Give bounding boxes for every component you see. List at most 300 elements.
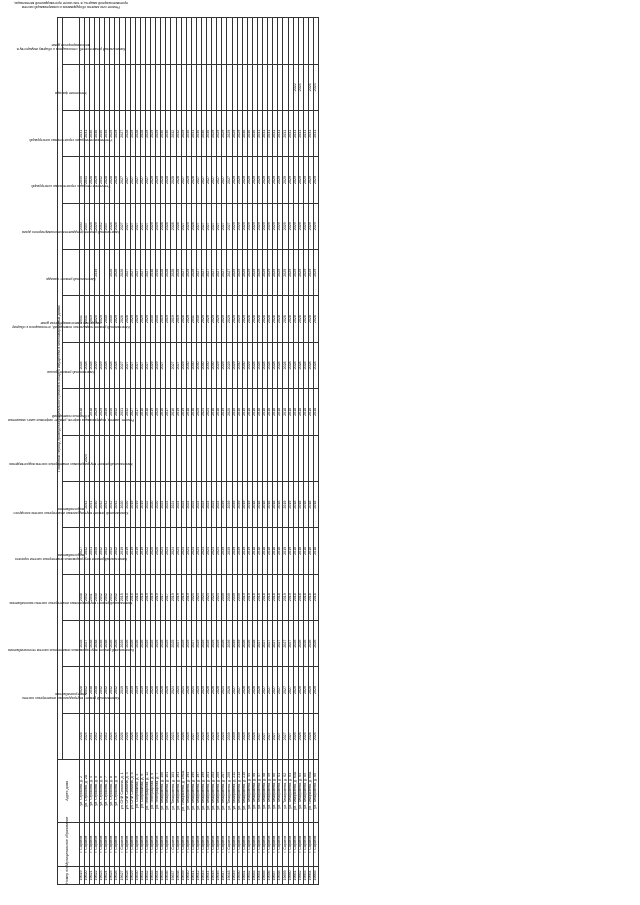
cell-municipality: г. Саратов	[252, 822, 257, 866]
cell-num: 19660	[288, 866, 293, 884]
cell-year: 2039	[232, 481, 237, 527]
cell-year: 2029	[252, 203, 257, 249]
cell-year: 2029	[186, 157, 191, 203]
cell-year: 2029	[186, 250, 191, 296]
cell-num: 19653	[252, 866, 257, 884]
cell-year: 2028	[79, 342, 84, 388]
cell-municipality: г. Саратов	[314, 822, 319, 866]
cell-year: 2029	[135, 296, 140, 342]
header-work-label: Капитальный ремонт внутридомовых инженерных систем газоснабжения	[9, 601, 133, 606]
cell-year: 2019	[247, 481, 252, 527]
cell-year: 2039	[232, 620, 237, 666]
cell-year: 2030	[105, 296, 110, 342]
cell-num: 19620	[84, 866, 89, 884]
cell-year: 2027	[212, 203, 217, 249]
cell-year: 2031	[288, 111, 293, 157]
cell-year: 2042	[95, 713, 100, 759]
cell-year: 2028	[125, 296, 130, 342]
cell-year: 2025	[201, 620, 206, 666]
cell-year: 2031	[268, 111, 273, 157]
cell-num: 19650	[237, 866, 242, 884]
cell-year: 2025	[212, 620, 217, 666]
cell-year: 2019	[156, 574, 161, 620]
cell-year: 2029	[314, 157, 319, 203]
cell-municipality: г. Саратов	[171, 822, 176, 866]
cell-year: 2040	[105, 389, 110, 435]
cell-year: 2020	[145, 667, 150, 713]
cell-num: 19632	[145, 866, 150, 884]
cell-year: 2024	[171, 481, 176, 527]
cell-year: 2029	[217, 342, 222, 388]
cell-year: 2018	[273, 574, 278, 620]
cell-year: 2019	[135, 528, 140, 574]
cell-address: ул. Тимирязева, д. 191А	[181, 760, 186, 822]
cell-year: 2018	[263, 389, 268, 435]
cell-address: ул. Тимирязева, д. 56	[252, 760, 257, 822]
cell-year: 2039	[237, 620, 242, 666]
cell-year: 2025	[196, 389, 201, 435]
cell-year: 2031	[258, 111, 263, 157]
cell-year: 2019	[247, 528, 252, 574]
cell-year: 2042	[110, 667, 115, 713]
cell-municipality: г. Саратов	[176, 822, 181, 866]
cell-year: 2027	[120, 342, 125, 388]
cell-year: 2024	[217, 574, 222, 620]
cell-year: 2020	[227, 389, 232, 435]
cell-municipality: г. Саратов	[120, 822, 125, 866]
cell-year: 2027	[263, 620, 268, 666]
cell-municipality: г. Саратов	[130, 822, 135, 866]
cell-year: 2027	[196, 157, 201, 203]
cell-year: 2024	[196, 528, 201, 574]
cell-year: 2024	[217, 481, 222, 527]
header-work-label: Капитальный ремонт подвальных помещений, относящихся к общему имуществу в многоквартирном доме	[12, 321, 130, 330]
cell-year: 2028	[171, 250, 176, 296]
cell-year: 2020	[156, 528, 161, 574]
cell-year: 2029	[298, 157, 303, 203]
cell-year: 2029	[232, 157, 237, 203]
cell-year: 2029	[314, 250, 319, 296]
cell-year: 2025	[171, 620, 176, 666]
cell-year: 2019	[130, 667, 135, 713]
cell-year: 2038	[105, 620, 110, 666]
cell-year: 2040	[156, 250, 161, 296]
cell-num: 19635	[161, 866, 166, 884]
cell-year: 2028	[161, 620, 166, 666]
cell-year: 2039	[227, 528, 232, 574]
cell-year: 2029	[222, 342, 227, 388]
cell-year: 2029	[95, 157, 100, 203]
cell-num: 19638	[176, 866, 181, 884]
cell-num: 19639	[181, 866, 186, 884]
cell-year: 2031	[303, 111, 308, 157]
cell-year: 2027	[145, 342, 150, 388]
cell-year: 2020	[125, 481, 130, 527]
cell-year: 2037	[84, 203, 89, 249]
cell-municipality: г. Саратов	[288, 822, 293, 866]
cell-year: 2029	[242, 157, 247, 203]
cell-year: 2029	[263, 203, 268, 249]
cell-address: ул. Строкова, д. 8	[110, 760, 115, 822]
work-header-row	[63, 18, 80, 885]
cell-year: 2026	[166, 667, 171, 713]
cell-year: 2028	[191, 250, 196, 296]
cell-year: 2029	[308, 203, 313, 249]
cell-address: ул. Тимирязева, д. 205	[217, 760, 222, 822]
cell-year: 2037	[105, 203, 110, 249]
cell-year: 2026	[247, 620, 252, 666]
cell-year: 2041	[89, 528, 94, 574]
cell-year: 2027	[207, 250, 212, 296]
cell-year: 2026	[115, 620, 120, 666]
cell-year: 2029	[242, 203, 247, 249]
cell-municipality: г. Саратов	[273, 822, 278, 866]
cell-year: 2018	[298, 481, 303, 527]
cell-num: 19636	[166, 866, 171, 884]
cell-year: 2027	[191, 620, 196, 666]
cell-address: ул. СНИ Силкина, д. 5	[130, 760, 135, 822]
cell-year: 2031	[79, 296, 84, 342]
cell-year: 2026	[293, 713, 298, 759]
cell-address: ул. Скорняжная, д. 6	[140, 760, 145, 822]
header-work-label: Капитальный ремонт фасада	[46, 276, 96, 281]
cell-year: 2029	[258, 157, 263, 203]
cell-num: 19647	[222, 866, 227, 884]
header-work-label: Капитальный ремонт внутридомовых инженерных систем водоотведения	[9, 462, 133, 467]
cell-year: 2026	[298, 667, 303, 713]
cell-year: 2026	[252, 667, 257, 713]
rotated-sheet	[7, 0, 617, 885]
cell-year: 2029	[268, 203, 273, 249]
cell-num: 19641	[191, 866, 196, 884]
cell-year: 2027	[191, 713, 196, 759]
cell-year: 2028	[79, 713, 84, 759]
cell-num: 19651	[242, 866, 247, 884]
cell-year: 2040	[110, 389, 115, 435]
cell-municipality: г. Саратов	[151, 822, 156, 866]
cell-year: 2039	[222, 481, 227, 527]
cell-year: 2019	[222, 389, 227, 435]
cell-address: ул. Тимирязева, д. 66	[314, 760, 319, 822]
cell-year: 2039	[227, 574, 232, 620]
cell-year: 2026	[308, 620, 313, 666]
cell-year: 2026	[308, 64, 313, 110]
cell-num: 19657	[273, 866, 278, 884]
cell-address: ул. Телеграфная, д. 12	[145, 760, 150, 822]
cell-year: 2029	[227, 342, 232, 388]
cell-year: 2015	[120, 574, 125, 620]
cell-year: 2029	[156, 203, 161, 249]
cell-year: 2027	[258, 620, 263, 666]
cell-year: 2018	[283, 389, 288, 435]
cell-address: ул. Скорняжная, д. 4	[135, 760, 140, 822]
cell-year: 2031	[79, 111, 84, 157]
cell-year: 2025	[201, 713, 206, 759]
cell-year: 2028	[125, 111, 130, 157]
cell-year: 2018	[252, 481, 257, 527]
cell-address: ул. Телеграфная, д. 5	[151, 760, 156, 822]
cell-year: 2027	[125, 203, 130, 249]
cell-municipality: г. Саратов	[181, 822, 186, 866]
cell-num: 19663	[303, 866, 308, 884]
cell-year: 2027	[273, 713, 278, 759]
cell-year: 2040	[79, 157, 84, 203]
cell-year: 2018	[314, 528, 319, 574]
cell-year: 2042	[84, 528, 89, 574]
cell-year: 2026	[314, 713, 319, 759]
cell-year: 2024	[222, 667, 227, 713]
cell-year: 2019	[283, 528, 288, 574]
cell-year: 2019	[186, 574, 191, 620]
cell-year: 2018	[135, 574, 140, 620]
cell-municipality: г. Саратов	[84, 822, 89, 866]
cell-year: 2024	[196, 574, 201, 620]
cell-year: 2038	[100, 620, 105, 666]
cell-year: 2027	[227, 157, 232, 203]
cell-year: 2029	[273, 203, 278, 249]
cell-year: 2029	[151, 203, 156, 249]
cell-year: 2024	[181, 481, 186, 527]
cell-year: 2029	[247, 157, 252, 203]
cell-year: 2038	[89, 620, 94, 666]
cell-year: 2027	[207, 203, 212, 249]
cell-address: ул. Тимирязева, д. 65	[303, 760, 308, 822]
cell-year: 2024	[166, 481, 171, 527]
cell-year: 2030	[100, 111, 105, 157]
cell-num: 19644	[207, 866, 212, 884]
cell-year: 2028	[278, 342, 283, 388]
cell-year: 2028	[110, 342, 115, 388]
cell-year: 2029	[278, 203, 283, 249]
cell-year: 2029	[115, 296, 120, 342]
cell-year: 2029	[145, 296, 150, 342]
cell-address: ул. Тимирязева, д. 58	[263, 760, 268, 822]
cell-year: 2039	[237, 481, 242, 527]
cell-year: 2019	[181, 389, 186, 435]
cell-year: 2018	[308, 389, 313, 435]
cell-year: 2027	[176, 620, 181, 666]
cell-year: 2029	[263, 157, 268, 203]
cell-municipality: г. Саратов	[115, 822, 120, 866]
cell-year: 2030	[186, 111, 191, 157]
cell-year: 2026	[207, 667, 212, 713]
cell-year: 2029	[151, 342, 156, 388]
cell-year: 2019	[130, 481, 135, 527]
cell-year: 2018	[258, 574, 263, 620]
cell-year: 2026	[314, 620, 319, 666]
cell-year: 2029	[115, 111, 120, 157]
cell-address: ул. СНИ Силкина, д. 3	[125, 760, 130, 822]
cell-year: 2031	[278, 111, 283, 157]
cell-year: 2042	[115, 667, 120, 713]
cell-year: 2025	[156, 620, 161, 666]
cell-address: ул. СНИ Силкина, д. 1	[120, 760, 125, 822]
cell-year: 2016	[237, 389, 242, 435]
cell-year: 2018	[191, 389, 196, 435]
cell-year: 2031	[120, 389, 125, 435]
cell-year: 2029	[100, 389, 105, 435]
cell-year: 2030	[95, 111, 100, 157]
cell-year: 2029	[247, 342, 252, 388]
cell-year: 2029	[303, 250, 308, 296]
cell-year: 2025	[207, 713, 212, 759]
cell-year: 2026	[115, 250, 120, 296]
cell-year: 2030	[237, 342, 242, 388]
cell-year: 2027	[212, 250, 217, 296]
cell-year: 2027	[196, 203, 201, 249]
cell-year: 2027	[135, 250, 140, 296]
cell-year: 2019	[176, 389, 181, 435]
cell-year: 2026	[125, 620, 130, 666]
cell-year: 2029	[212, 111, 217, 157]
cell-year: 2018	[308, 574, 313, 620]
cell-year: 2042	[110, 574, 115, 620]
cell-year: 2025	[186, 620, 191, 666]
cell-year: 2019	[283, 481, 288, 527]
cell-address: ул. Тимирязева, д. 193	[186, 760, 191, 822]
cell-year: 2027	[217, 203, 222, 249]
cell-year: 2031	[84, 296, 89, 342]
cell-year: 2029	[268, 157, 273, 203]
cell-year: 2029	[308, 157, 313, 203]
cell-year: 2042	[100, 157, 105, 203]
cell-municipality: г. Саратов	[161, 822, 166, 866]
cell-year: 2024	[196, 481, 201, 527]
cell-year: 2026	[186, 667, 191, 713]
cell-year: 2027	[222, 203, 227, 249]
cell-year: 2018	[293, 574, 298, 620]
cell-year: 2028	[171, 203, 176, 249]
cell-year: 2027	[171, 342, 176, 388]
header-work-label: Утепление фасада	[55, 91, 87, 96]
cell-year: 2028	[191, 157, 196, 203]
cell-year: 2029	[212, 296, 217, 342]
cell-year: 2029	[237, 111, 242, 157]
cell-year: 2030	[89, 111, 94, 157]
cell-address: ул. Тимирязева, д. 213	[237, 760, 242, 822]
cell-year: 2028	[115, 157, 120, 203]
cell-year: 2040	[95, 574, 100, 620]
cell-year: 2025	[217, 713, 222, 759]
cell-year: 2024	[212, 574, 217, 620]
cell-year: 2027	[217, 157, 222, 203]
cell-year: 2027	[268, 713, 273, 759]
cell-year: 2019	[161, 296, 166, 342]
header-work-label: Утепление несущих строительных конструкций	[31, 184, 111, 189]
cell-year: 2028	[79, 620, 84, 666]
cell-year: 2027	[140, 342, 145, 388]
cell-year: 2025	[176, 713, 181, 759]
cell-year: 2024	[217, 528, 222, 574]
cell-address: ул. Тимирязева, д. 215	[242, 760, 247, 822]
cell-year: 2030	[207, 111, 212, 157]
cell-year: 2027	[125, 250, 130, 296]
cell-address: ул. Строкова, д. 6	[100, 760, 105, 822]
cell-num: 19645	[212, 866, 217, 884]
cell-year: 2018	[293, 389, 298, 435]
cell-year: 2026	[298, 713, 303, 759]
cell-year: 2030	[196, 296, 201, 342]
cell-num: 19652	[247, 866, 252, 884]
cell-year: 2029	[278, 250, 283, 296]
cell-year: 2022	[293, 64, 298, 110]
cell-year: 2028	[166, 157, 171, 203]
cell-year: 2041	[84, 157, 89, 203]
cell-year: 2026	[120, 620, 125, 666]
cell-year: 2028	[110, 203, 115, 249]
cell-year: 2028	[89, 203, 94, 249]
cell-year: 2025	[156, 713, 161, 759]
cell-year: 2027	[222, 250, 227, 296]
cell-year: 2030	[247, 111, 252, 157]
cell-year: 2022	[145, 481, 150, 527]
cell-municipality: г. Саратов	[222, 822, 227, 866]
cell-num: 19627	[120, 866, 125, 884]
cell-year: 2024	[161, 528, 166, 574]
cell-year: 2029	[288, 157, 293, 203]
header-work-label: Ремонт, замена, модернизация лифтов, ремонт лифтовых шахт, машинных и блочных помещений	[7, 413, 135, 422]
cell-year: 2018	[298, 574, 303, 620]
cell-year: 2028	[166, 203, 171, 249]
cell-year: 2027	[283, 713, 288, 759]
cell-year: 2028	[161, 157, 166, 203]
cell-year: 2026	[303, 667, 308, 713]
cell-municipality: г. Саратов	[242, 822, 247, 866]
cell-municipality: г. Саратов	[258, 822, 263, 866]
cell-year: 2028	[288, 342, 293, 388]
cell-year: 2027	[120, 111, 125, 157]
cell-year: 2024	[191, 574, 196, 620]
cell-year: 2029	[140, 296, 145, 342]
cell-year: 2039	[232, 574, 237, 620]
header-work-label: Капитальный ремонт внутридомовых инженерных систем электроснабжения	[22, 692, 120, 700]
cell-year: 2029	[217, 111, 222, 157]
cell-year: 2018	[308, 528, 313, 574]
cell-address: ул. Тимирязева, д. 60	[273, 760, 278, 822]
cell-year: 2017	[135, 389, 140, 435]
cell-year: 2019	[120, 667, 125, 713]
cell-year: 2028	[252, 296, 257, 342]
cell-year: 2029	[237, 157, 242, 203]
cell-year: 2015	[130, 574, 135, 620]
cell-municipality: г. Саратов	[308, 822, 313, 866]
cell-num: 19658	[278, 866, 283, 884]
cell-year: 2024	[201, 528, 206, 574]
cell-address: ул. Тимирязева, д. 197	[196, 760, 201, 822]
cell-year: 2029	[288, 203, 293, 249]
cell-year: 2020	[156, 389, 161, 435]
cell-year: 2042	[100, 528, 105, 574]
cell-municipality: г. Саратов	[125, 822, 130, 866]
header-work-label: Ремонт или замена оборудования и коммуникаций систем противопожарной защиты, в том числе противодымной вентиляции,	[13, 0, 129, 9]
cell-year: 2029	[242, 250, 247, 296]
cell-year: 2024	[207, 574, 212, 620]
cell-year: 2031	[273, 111, 278, 157]
cell-year: 2026	[130, 713, 135, 759]
cell-year: 2018	[140, 389, 145, 435]
cell-year: 2029	[130, 296, 135, 342]
cell-year: 2026	[247, 713, 252, 759]
cell-year: 2028	[258, 296, 263, 342]
cell-year: 2028	[308, 342, 313, 388]
cell-year: 2019	[171, 574, 176, 620]
cell-year: 2028	[298, 342, 303, 388]
cell-year: 2018	[268, 481, 273, 527]
cell-year: 2026	[303, 713, 308, 759]
cell-year: 2042	[105, 713, 110, 759]
cell-year: 2029	[293, 157, 298, 203]
cell-year: 2019	[130, 528, 135, 574]
